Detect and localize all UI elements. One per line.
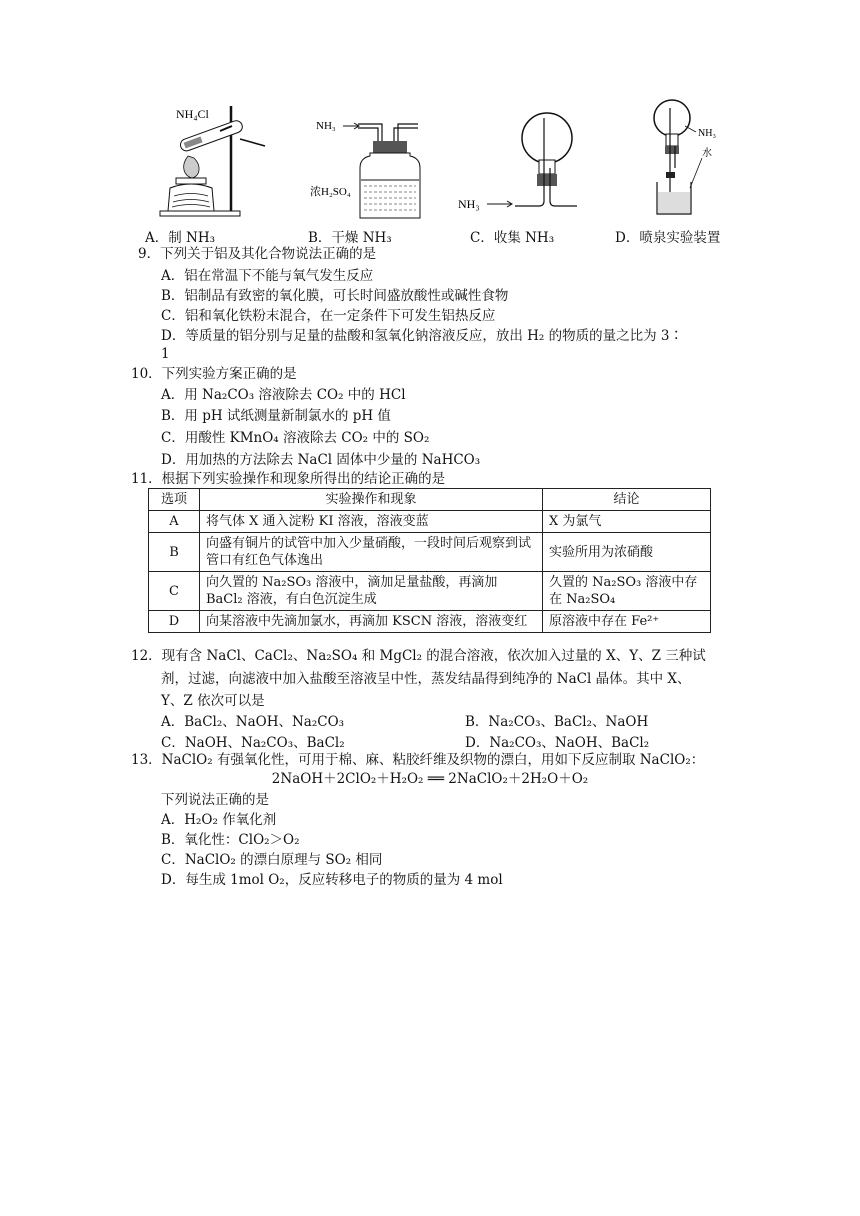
table-header-row bbox=[149, 489, 711, 511]
q9-option-b: B．铝制品有致密的氧化膜，可长时间盛放酸性或碱性食物 bbox=[161, 288, 509, 304]
apparatus-figures bbox=[140, 96, 740, 246]
table-row bbox=[149, 611, 711, 633]
q12-stem-line-1: 12．现有含 NaCl、CaCl₂、Na₂SO₄ 和 MgCl₂ 的混合溶液，依次加入过量的 X、Y、Z 三种试 bbox=[131, 648, 706, 664]
q12-stem-line-3: Y、Z 依次可以是 bbox=[161, 693, 265, 709]
row-option: A bbox=[149, 511, 200, 533]
q13-option-d: D．每生成 1mol O₂，反应转移电子的物质的量为 4 mol bbox=[161, 872, 503, 888]
figure-b-caption: B．干燥 NH₃ bbox=[308, 230, 392, 246]
row-option: D bbox=[149, 611, 200, 633]
q13-option-a: A．H₂O₂ 作氧化剂 bbox=[161, 812, 277, 828]
table-row bbox=[149, 533, 711, 572]
q10-option-b: B．用 pH 试纸测量新制氯水的 pH 值 bbox=[161, 408, 391, 424]
q9-option-c: C．铝和氧化铁粉末混合，在一定条件下可发生铝热反应 bbox=[161, 308, 496, 324]
q13-option-c: C．NaClO₂ 的漂白原理与 SO₂ 相同 bbox=[161, 852, 383, 868]
table-row bbox=[149, 572, 711, 611]
q11-table bbox=[148, 488, 711, 633]
row-operation: 向盛有铜片的试管中加入少量硝酸，一段时间后观察到试管口有红色气体逸出 bbox=[200, 533, 543, 572]
row-operation: 向某溶液中先滴加氯水，再滴加 KSCN 溶液，溶液变红 bbox=[200, 611, 543, 633]
q10-option-a: A．用 Na₂CO₃ 溶液除去 CO₂ 中的 HCl bbox=[161, 387, 406, 403]
q12-option-d: D．Na₂CO₃、NaOH、BaCl₂ bbox=[465, 735, 650, 751]
figure-d-gas-label: NH₃ bbox=[698, 128, 716, 139]
header-operation: 实验操作和现象 bbox=[200, 489, 543, 511]
figure-c-gas-label: NH₃ bbox=[458, 197, 480, 211]
header-conclusion: 结论 bbox=[543, 489, 711, 511]
row-conclusion: 久置的 Na₂SO₃ 溶液中存在 Na₂SO₄ bbox=[543, 572, 711, 611]
figure-a bbox=[140, 96, 280, 225]
fountain-experiment-apparatus bbox=[630, 96, 740, 221]
figure-a-caption: A．制 NH₃ bbox=[145, 230, 216, 246]
q12-option-c: C．NaOH、Na₂CO₃、BaCl₂ bbox=[161, 735, 345, 751]
row-operation: 向久置的 Na₂SO₃ 溶液中，滴加足量盐酸，再滴加 BaCl₂ 溶液，有白色沉淀生成 bbox=[200, 572, 543, 611]
table-row bbox=[149, 511, 711, 533]
q11-stem: 11．根据下列实验操作和现象所得出的结论正确的是 bbox=[131, 471, 446, 487]
row-conclusion: 实验所用为浓硝酸 bbox=[543, 533, 711, 572]
figure-d bbox=[630, 96, 740, 225]
figure-b bbox=[310, 96, 450, 225]
figure-b-liquid-label: 浓H₂SO₄ bbox=[310, 186, 351, 198]
row-conclusion: 原溶液中存在 Fe²⁺ bbox=[543, 611, 711, 633]
figure-d-caption: D．喷泉实验装置 bbox=[615, 230, 721, 246]
figure-c-caption: C．收集 NH₃ bbox=[470, 230, 555, 246]
q10-option-d: D．用加热的方法除去 NaCl 固体中少量的 NaHCO₃ bbox=[161, 452, 481, 468]
gas-washing-bottle bbox=[310, 96, 450, 221]
gas-collection-flask bbox=[455, 96, 595, 221]
q12-option-b: B．Na₂CO₃、BaCl₂、NaOH bbox=[465, 714, 649, 730]
q13-equation: 2NaOH＋2ClO₂＋H₂O₂ ══ 2NaClO₂＋2H₂O＋O₂ bbox=[271, 771, 589, 787]
q9-option-a: A．铝在常温下不能与氧气发生反应 bbox=[161, 268, 374, 284]
row-option: B bbox=[149, 533, 200, 572]
q13-prompt: 下列说法正确的是 bbox=[161, 792, 269, 808]
row-option: C bbox=[149, 572, 200, 611]
q9-option-d-cont: 1 bbox=[161, 346, 170, 362]
q13-option-b: B．氧化性：ClO₂＞O₂ bbox=[161, 832, 300, 848]
header-option: 选项 bbox=[149, 489, 200, 511]
ammonia-preparation-apparatus bbox=[140, 96, 280, 221]
row-operation: 将气体 X 通入淀粉 KI 溶液，溶液变蓝 bbox=[200, 511, 543, 533]
q10-option-c: C．用酸性 KMnO₄ 溶液除去 CO₂ 中的 SO₂ bbox=[161, 430, 430, 446]
figure-b-gas-label: NH₃ bbox=[316, 120, 336, 132]
q12-option-a: A．BaCl₂、NaOH、Na₂CO₃ bbox=[161, 714, 345, 730]
q12-stem-line-2: 剂，过滤，向滤液中加入盐酸至溶液呈中性，蒸发结晶得到纯净的 NaCl 晶体。其中 X、 bbox=[161, 671, 691, 687]
q10-stem: 10．下列实验方案正确的是 bbox=[131, 366, 297, 382]
q13-stem: 13．NaClO₂ 有强氧化性，可用于棉、麻、粘胶纤维及织物的漂白，用如下反应制取 NaClO₂： bbox=[131, 752, 705, 768]
q9-option-d: D．等质量的铝分别与足量的盐酸和氢氧化钠溶液反应，放出 H₂ 的物质的量之比为 3∶ bbox=[161, 328, 683, 344]
figure-a-label: NH₄Cl bbox=[176, 107, 209, 121]
q9-stem: 9．下列关于铝及其化合物说法正确的是 bbox=[138, 246, 377, 262]
figure-c bbox=[455, 96, 595, 225]
row-conclusion: X 为氯气 bbox=[543, 511, 711, 533]
figure-d-water-label: 水 bbox=[702, 148, 712, 159]
